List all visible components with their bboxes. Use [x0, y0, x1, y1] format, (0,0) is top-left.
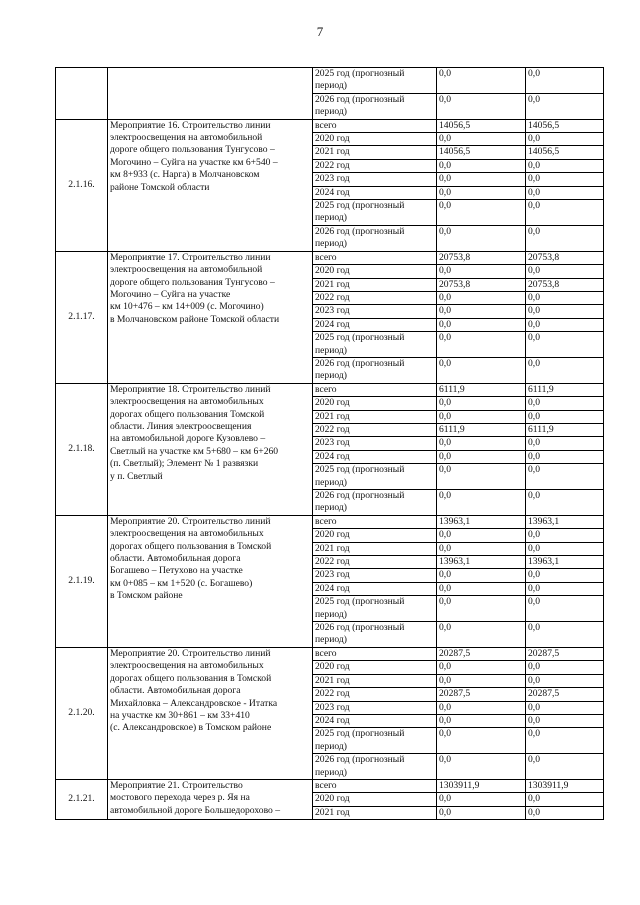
value-total-cell: 0,0 — [437, 305, 526, 318]
item-number: 2.1.20. — [56, 647, 108, 779]
period-cell: 2021 год — [313, 806, 437, 819]
value-budget-cell: 0,0 — [526, 133, 604, 146]
description-line: автомобильной дороге Большедорохово – — [110, 804, 281, 816]
value-budget-cell: 0,0 — [526, 305, 604, 318]
value-total-cell: 0,0 — [437, 291, 526, 304]
value-budget-cell: 0,0 — [526, 437, 604, 450]
period-cell: 2026 год (прогнозный период) — [313, 622, 437, 648]
value-total-cell: 0,0 — [437, 159, 526, 172]
description-line: области. Автомобильная дорога — [110, 685, 241, 697]
period-cell: всего — [313, 779, 437, 792]
description-line: Мероприятие 17. Строительство линии — [110, 251, 271, 263]
item-description — [108, 515, 313, 647]
value-budget-cell: 1303911,9 — [526, 779, 604, 792]
value-budget-cell: 0,0 — [526, 265, 604, 278]
description-line: (п. Светлый); Элемент № 1 развязки — [110, 458, 259, 470]
period-cell: 2020 год — [313, 529, 437, 542]
description-line: Могочино – Суйга на участке км 6+540 – — [110, 156, 278, 168]
value-budget-cell: 0,0 — [526, 225, 604, 251]
value-budget-cell: 0,0 — [526, 714, 604, 727]
value-total-cell: 20753,8 — [437, 278, 526, 291]
value-total-cell: 0,0 — [437, 318, 526, 331]
value-total-cell: 0,0 — [437, 68, 526, 94]
value-budget-cell: 0,0 — [526, 661, 604, 674]
value-total-cell: 0,0 — [437, 357, 526, 383]
value-budget-cell: 0,0 — [526, 159, 604, 172]
funding-table — [55, 67, 604, 820]
period-cell: 2022 год — [313, 291, 437, 304]
description-line: в Томском районе — [110, 590, 183, 602]
description-line: дорогах общего пользования в Томской — [110, 672, 272, 684]
description-line: км 8+933 (с. Нарга) в Молчановском — [110, 169, 260, 181]
period-cell: всего — [313, 647, 437, 660]
period-cell: 2021 год — [313, 146, 437, 159]
description-line: Мероприятие 20. Строительство линий — [110, 515, 271, 527]
value-total-cell: 0,0 — [437, 173, 526, 186]
description-line: Мероприятие 21. Строительство — [110, 779, 243, 791]
value-total-cell: 0,0 — [437, 622, 526, 648]
description-line: области. Автомобильная дорога — [110, 553, 241, 565]
period-cell: 2025 год (прогнозный период) — [313, 464, 437, 490]
value-budget-cell: 0,0 — [526, 806, 604, 819]
value-total-cell: 0,0 — [437, 582, 526, 595]
period-cell: 2026 год (прогнозный период) — [313, 225, 437, 251]
value-total-cell: 6111,9 — [437, 423, 526, 436]
description-line: в Молчановском районе Томской области — [110, 313, 280, 325]
value-budget-cell: 6111,9 — [526, 423, 604, 436]
description-line: районе Томской области — [110, 181, 210, 193]
period-cell: 2022 год — [313, 688, 437, 701]
value-total-cell: 0,0 — [437, 93, 526, 119]
description-line: км 10+476 – км 14+009 (с. Могочино) — [110, 301, 264, 313]
value-total-cell: 0,0 — [437, 542, 526, 555]
value-total-cell: 0,0 — [437, 490, 526, 516]
period-cell: 2022 год — [313, 159, 437, 172]
description-line: мостового перехода через р. Яя на — [110, 792, 250, 804]
value-budget-cell: 0,0 — [526, 410, 604, 423]
item-description — [108, 383, 313, 515]
value-budget-cell: 0,0 — [526, 793, 604, 806]
item-number: 2.1.16. — [56, 119, 108, 251]
description-line: на участке км 30+861 – км 33+410 — [110, 709, 250, 721]
value-total-cell: 0,0 — [437, 410, 526, 423]
value-total-cell: 0,0 — [437, 437, 526, 450]
value-total-cell: 14056,5 — [437, 146, 526, 159]
table-row — [56, 647, 604, 660]
period-cell: 2021 год — [313, 542, 437, 555]
value-budget-cell: 0,0 — [526, 93, 604, 119]
period-cell: 2025 год (прогнозный период) — [313, 728, 437, 754]
period-cell: 2020 год — [313, 793, 437, 806]
period-cell: 2026 год (прогнозный период) — [313, 93, 437, 119]
period-cell: 2024 год — [313, 186, 437, 199]
item-description — [108, 68, 313, 120]
period-cell: 2024 год — [313, 450, 437, 463]
value-budget-cell: 0,0 — [526, 200, 604, 226]
value-budget-cell: 14056,5 — [526, 119, 604, 132]
period-cell: 2020 год — [313, 133, 437, 146]
value-total-cell: 13963,1 — [437, 556, 526, 569]
period-cell: 2021 год — [313, 674, 437, 687]
value-total-cell: 0,0 — [437, 596, 526, 622]
table-row — [56, 68, 604, 94]
item-number: 2.1.19. — [56, 515, 108, 647]
value-budget-cell: 0,0 — [526, 332, 604, 358]
value-total-cell: 0,0 — [437, 728, 526, 754]
description-line: области. Линия электроосвещения — [110, 420, 252, 432]
value-budget-cell: 0,0 — [526, 490, 604, 516]
value-budget-cell: 0,0 — [526, 186, 604, 199]
period-cell: 2023 год — [313, 437, 437, 450]
value-total-cell: 0,0 — [437, 186, 526, 199]
value-budget-cell: 0,0 — [526, 569, 604, 582]
period-cell: 2026 год (прогнозный период) — [313, 490, 437, 516]
period-cell: 2022 год — [313, 423, 437, 436]
value-budget-cell: 0,0 — [526, 529, 604, 542]
value-budget-cell: 0,0 — [526, 728, 604, 754]
item-description — [108, 119, 313, 251]
value-total-cell: 0,0 — [437, 674, 526, 687]
period-cell: всего — [313, 515, 437, 528]
value-total-cell: 0,0 — [437, 133, 526, 146]
value-total-cell: 0,0 — [437, 754, 526, 780]
period-cell: 2025 год (прогнозный период) — [313, 68, 437, 94]
description-line: (с. Александровское) в Томском районе — [110, 722, 272, 734]
value-budget-cell: 0,0 — [526, 596, 604, 622]
period-cell: 2023 год — [313, 173, 437, 186]
item-description — [108, 779, 313, 819]
period-cell: всего — [313, 119, 437, 132]
value-total-cell: 0,0 — [437, 397, 526, 410]
value-budget-cell: 20753,8 — [526, 251, 604, 264]
period-cell: 2024 год — [313, 318, 437, 331]
period-cell: 2024 год — [313, 582, 437, 595]
description-line: у п. Светлый — [110, 470, 163, 482]
value-total-cell: 6111,9 — [437, 383, 526, 396]
value-budget-cell: 0,0 — [526, 542, 604, 555]
value-budget-cell: 14056,5 — [526, 146, 604, 159]
value-budget-cell: 6111,9 — [526, 383, 604, 396]
item-number: 2.1.18. — [56, 383, 108, 515]
description-line: электроосвещения на автомобильной — [110, 264, 263, 276]
value-budget-cell: 0,0 — [526, 701, 604, 714]
value-budget-cell: 20287,5 — [526, 647, 604, 660]
value-total-cell: 20287,5 — [437, 688, 526, 701]
item-description — [108, 647, 313, 779]
description-line: дороге общего пользования Тунгусово – — [110, 276, 275, 288]
period-cell: 2023 год — [313, 305, 437, 318]
value-total-cell: 0,0 — [437, 332, 526, 358]
value-total-cell: 1303911,9 — [437, 779, 526, 792]
value-total-cell: 0,0 — [437, 464, 526, 490]
period-cell: 2026 год (прогнозный период) — [313, 357, 437, 383]
description-line: Могочино – Суйга на участке — [110, 288, 231, 300]
item-description — [108, 251, 313, 383]
value-budget-cell: 0,0 — [526, 754, 604, 780]
period-cell: 2025 год (прогнозный период) — [313, 596, 437, 622]
description-line: дороге общего пользования Тунгусово – — [110, 144, 275, 156]
value-budget-cell: 0,0 — [526, 318, 604, 331]
value-total-cell: 0,0 — [437, 450, 526, 463]
description-line: Михайловка – Александровское - Итатка — [110, 697, 278, 709]
value-total-cell: 0,0 — [437, 701, 526, 714]
value-total-cell: 13963,1 — [437, 515, 526, 528]
description-line: Мероприятие 18. Строительство линий — [110, 383, 271, 395]
item-number: 2.1.21. — [56, 779, 108, 819]
table-row — [56, 251, 604, 264]
description-line: Богашево – Петухово на участке — [110, 565, 243, 577]
table-row — [56, 779, 604, 792]
description-line: Светлый на участке км 5+680 – км 6+260 — [110, 445, 279, 457]
value-budget-cell: 0,0 — [526, 464, 604, 490]
period-cell: 2020 год — [313, 661, 437, 674]
value-total-cell: 0,0 — [437, 529, 526, 542]
period-cell: всего — [313, 383, 437, 396]
period-cell: 2025 год (прогнозный период) — [313, 332, 437, 358]
value-total-cell: 0,0 — [437, 806, 526, 819]
page-number: 7 — [316, 24, 324, 39]
value-budget-cell: 0,0 — [526, 68, 604, 94]
value-budget-cell: 0,0 — [526, 173, 604, 186]
description-line: дорогах общего пользования в Томской — [110, 540, 272, 552]
value-total-cell: 14056,5 — [437, 119, 526, 132]
description-line: электроосвещения на автомобильных — [110, 660, 264, 672]
value-budget-cell: 0,0 — [526, 357, 604, 383]
item-number: 2.1.17. — [56, 251, 108, 383]
value-total-cell: 20753,8 — [437, 251, 526, 264]
value-budget-cell: 20753,8 — [526, 278, 604, 291]
period-cell: 2021 год — [313, 410, 437, 423]
period-cell: всего — [313, 251, 437, 264]
period-cell: 2020 год — [313, 397, 437, 410]
description-line: км 0+085 – км 1+520 (с. Богашево) — [110, 577, 253, 589]
value-total-cell: 0,0 — [437, 225, 526, 251]
description-line: на автомобильной дороге Кузовлево – — [110, 433, 266, 445]
description-line: Мероприятие 20. Строительство линий — [110, 647, 271, 659]
period-cell: 2021 год — [313, 278, 437, 291]
period-cell: 2025 год (прогнозный период) — [313, 200, 437, 226]
description-line: электроосвещения на автомобильной — [110, 132, 263, 144]
value-budget-cell: 0,0 — [526, 397, 604, 410]
description-line: электроосвещения на автомобильных — [110, 528, 264, 540]
value-budget-cell: 13963,1 — [526, 556, 604, 569]
period-cell: 2020 год — [313, 265, 437, 278]
value-total-cell: 0,0 — [437, 200, 526, 226]
period-cell: 2022 год — [313, 556, 437, 569]
value-total-cell: 0,0 — [437, 569, 526, 582]
table-row — [56, 515, 604, 528]
value-budget-cell: 13963,1 — [526, 515, 604, 528]
value-budget-cell: 0,0 — [526, 450, 604, 463]
period-cell: 2023 год — [313, 701, 437, 714]
table-row — [56, 383, 604, 396]
period-cell: 2023 год — [313, 569, 437, 582]
table-row — [56, 119, 604, 132]
value-budget-cell: 0,0 — [526, 674, 604, 687]
value-total-cell: 20287,5 — [437, 647, 526, 660]
description-line: Мероприятие 16. Строительство линии — [110, 119, 271, 131]
value-budget-cell: 20287,5 — [526, 688, 604, 701]
value-total-cell: 0,0 — [437, 714, 526, 727]
value-budget-cell: 0,0 — [526, 582, 604, 595]
period-cell: 2024 год — [313, 714, 437, 727]
description-line: дорогах общего пользования Томской — [110, 408, 265, 420]
value-total-cell: 0,0 — [437, 661, 526, 674]
description-line: электроосвещения на автомобильных — [110, 396, 264, 408]
item-number — [56, 68, 108, 120]
value-total-cell: 0,0 — [437, 265, 526, 278]
period-cell: 2026 год (прогнозный период) — [313, 754, 437, 780]
value-budget-cell: 0,0 — [526, 622, 604, 648]
value-budget-cell: 0,0 — [526, 291, 604, 304]
value-total-cell: 0,0 — [437, 793, 526, 806]
